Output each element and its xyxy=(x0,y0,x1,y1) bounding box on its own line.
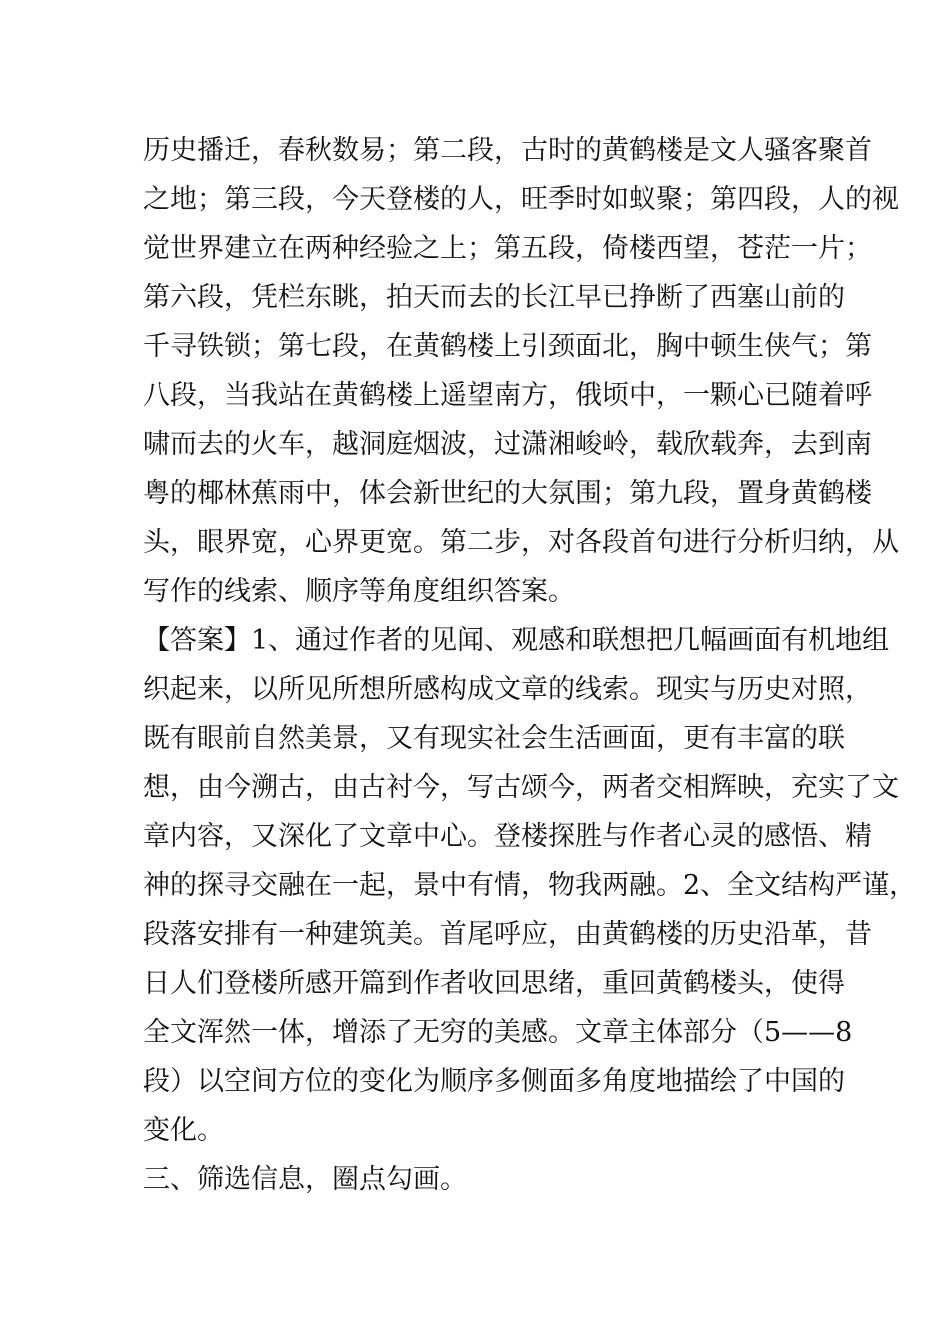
paragraph-line: 粤的椰林蕉雨中，体会新世纪的大氛围；第九段，置身黄鹤楼 xyxy=(143,478,872,509)
answer-line: 既有眼前自然美景，又有现实社会生活画面，更有丰富的联 xyxy=(143,723,845,754)
paragraph-line: 第六段，凭栏东眺，拍天而去的长江早已挣断了西塞山前的 xyxy=(143,282,845,313)
paragraph-line: 头，眼界宽，心界更宽。第二步，对各段首句进行分析归纳，从 xyxy=(143,527,899,558)
answer-line: 章内容，又深化了文章中心。登楼探胜与作者心灵的感悟、精 xyxy=(143,821,872,852)
answer-line: 日人们登楼所感开篇到作者收回思绪，重回黄鹤楼头，使得 xyxy=(143,968,845,999)
paragraph-line: 八段，当我站在黄鹤楼上遥望南方，俄顷中，一颗心已随着呼 xyxy=(143,380,872,411)
paragraph-line: 觉世界建立在两种经验之上；第五段，倚楼西望，苍茫一片； xyxy=(143,233,872,264)
paragraph-line: 千寻铁锁；第七段，在黄鹤楼上引颈面北，胸中顿生侠气；第 xyxy=(143,331,872,362)
answer-line: 变化。 xyxy=(143,1115,224,1146)
answer-line: 想，由今溯古，由古衬今，写古颂今，两者交相辉映，充实了文 xyxy=(143,772,899,803)
paragraph-line: 写作的线索、顺序等角度组织答案。 xyxy=(143,576,575,607)
answer-line: 段）以空间方位的变化为顺序多侧面多角度地描绘了中国的 xyxy=(143,1066,845,1097)
paragraph-line: 历史播迁，春秋数易；第二段，古时的黄鹤楼是文人骚客聚首 xyxy=(143,135,872,166)
section-heading: 三、筛选信息，圈点勾画。 xyxy=(143,1164,467,1195)
answer-line: 段落安排有一种建筑美。首尾呼应，由黄鹤楼的历史沿革，昔 xyxy=(143,919,872,950)
answer-line: 全文浑然一体，增添了无穷的美感。文章主体部分（5——8 xyxy=(143,1017,853,1048)
answer-line: 织起来，以所见所想所感构成文章的线索。现实与历史对照， xyxy=(143,674,872,705)
paragraph-line: 之地；第三段，今天登楼的人，旺季时如蚁聚；第四段，人的视 xyxy=(143,184,899,215)
answer-line: 【答案】1、通过作者的见闻、观感和联想把几幅画面有机地组 xyxy=(143,625,890,656)
answer-line: 神的探寻交融在一起，景中有情，物我两融。2、全文结构严谨， xyxy=(143,870,917,901)
paragraph-line: 啸而去的火车，越洞庭烟波，过潇湘峻岭，载欣载奔，去到南 xyxy=(143,429,872,460)
